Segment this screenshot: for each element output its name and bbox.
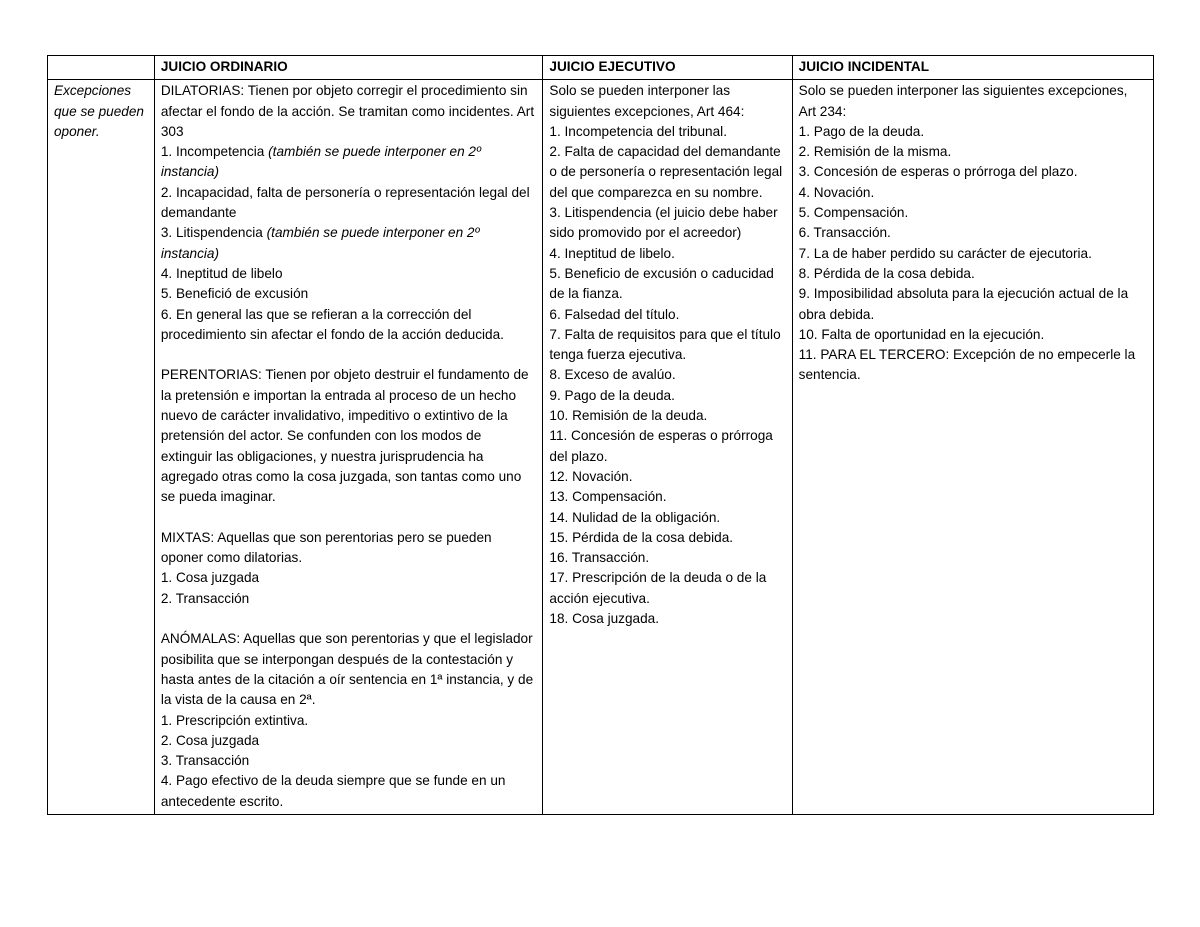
ejecutivo-item: 16. Transacción. <box>549 550 650 566</box>
ejecutivo-item: 17. Prescripción de la deuda o de la acción ejecutiva. <box>549 570 767 606</box>
mixtas-intro: MIXTAS: Aquellas que son perentorias pero se pueden oponer como dilatorias. <box>160 529 492 566</box>
dilatoria-item: 1. Incompetencia (también se puede interponer en 2º instancia) <box>160 144 481 180</box>
incidental-item: 9. Imposibilidad absoluta para la ejecución actual de la obra debida. <box>798 286 1129 322</box>
incidental-item: 2. Remisión de la misma. <box>798 144 952 160</box>
incidental-item: 6. Transacción. <box>798 225 891 241</box>
ejecutivo-item: 4. Ineptitud de libelo. <box>549 245 675 261</box>
mixta-item: 1. Cosa juzgada <box>160 570 260 586</box>
perentorias-paragraph: PERENTORIAS: Tienen por objeto destruir el fundamento de la pretensión e importan la entrada al proceso de un hecho nuevo de carácter invalidativo, impeditivo o extintivo de la pretensión del actor. Se confunden con los modos de extinguir las obligaciones, y nuestra jurisprudencia ha agregado otras como la cosa juzgada, son tantas como uno se pueda imaginar. <box>160 367 529 505</box>
incidental-intro: Solo se pueden interponer las siguientes excepciones, Art 234: <box>798 83 1128 119</box>
cell-ordinario <box>154 80 543 815</box>
anomala-item: 3. Transacción <box>160 753 250 769</box>
cell-ejecutivo <box>543 80 792 815</box>
incidental-item: 8. Pérdida de la cosa debida. <box>798 265 975 281</box>
dilatoria-item: 5. Benefició de excusión <box>160 286 309 302</box>
mixta-item: 2. Transacción <box>160 590 250 606</box>
anomala-item: 2. Cosa juzgada <box>160 732 260 748</box>
anomala-item: 1. Prescripción extintiva. <box>160 712 309 728</box>
incidental-item: 3. Concesión de esperas o prórroga del plazo. <box>798 164 1078 180</box>
ejecutivo-item: 1. Incompetencia del tribunal. <box>549 123 727 139</box>
ejecutivo-item: 5. Beneficio de excusión o caducidad de la fianza. <box>549 265 774 302</box>
spacer <box>161 345 537 365</box>
excepciones-row <box>48 80 1154 815</box>
incidental-item: 5. Compensación. <box>798 205 909 221</box>
incidental-item: 1. Pago de la deuda. <box>798 123 925 139</box>
dilatorias-intro: DILATORIAS: Tienen por objeto corregir el procedimiento sin afectar el fondo de la acción. Se tramitan como incidentes. Art 303 <box>160 83 535 139</box>
anomalas-intro: ANÓMALAS: Aquellas que son perentorias y que el legislador posibilita que se interpongan después de la contestación y hasta antes de la citación a oír sentencia en 1ª instancia, y de la vista de la causa en 2ª. <box>160 631 534 708</box>
ejecutivo-item: 15. Pérdida de la cosa debida. <box>549 529 734 545</box>
header-juicio-ordinario: JUICIO ORDINARIO <box>154 56 543 80</box>
row-label: Excepciones que se pueden oponer. <box>48 80 155 815</box>
ejecutivo-item: 10. Remisión de la deuda. <box>549 408 708 424</box>
ejecutivo-item: 7. Falta de requisitos para que el título tenga fuerza ejecutiva. <box>549 326 781 363</box>
spacer <box>161 609 537 629</box>
dilatoria-item: 2. Incapacidad, falta de personería o representación legal del demandante <box>160 184 530 221</box>
header-empty <box>48 56 155 80</box>
incidental-item: 11. PARA EL TERCERO: Excepción de no empecerle la sentencia. <box>798 347 1136 383</box>
ejecutivo-item: 9. Pago de la deuda. <box>549 387 675 403</box>
incidental-item: 7. La de haber perdido su carácter de ejecutoria. <box>798 245 1092 261</box>
ejecutivo-intro: Solo se pueden interponer las siguientes excepciones, Art 464: <box>549 83 745 119</box>
ejecutivo-item: 11. Concesión de esperas o prórroga del plazo. <box>549 428 773 464</box>
incidental-item: 4. Novación. <box>798 184 875 200</box>
incidental-item: 10. Falta de oportunidad en la ejecución. <box>798 326 1045 342</box>
ejecutivo-item: 2. Falta de capacidad del demandante o de personería o representación legal del que comparezca en su nombre. <box>549 144 783 200</box>
dilatoria-item: 3. Litispendencia (también se puede interponer en 2º instancia) <box>160 225 480 261</box>
dilatoria-item: 6. En general las que se refieran a la corrección del procedimiento sin afectar el fondo de la acción deducida. <box>160 306 504 342</box>
header-juicio-ejecutivo: JUICIO EJECUTIVO <box>543 56 792 80</box>
comparison-table <box>47 55 1154 815</box>
ejecutivo-item: 13. Compensación. <box>549 489 667 505</box>
header-juicio-incidental: JUICIO INCIDENTAL <box>792 56 1153 80</box>
spacer <box>161 508 537 528</box>
ejecutivo-item: 18. Cosa juzgada. <box>549 611 659 627</box>
ejecutivo-item: 12. Novación. <box>549 468 633 484</box>
ejecutivo-item: 6. Falsedad del título. <box>549 306 680 322</box>
anomala-item: 4. Pago efectivo de la deuda siempre que se funde en un antecedente escrito. <box>160 773 506 809</box>
cell-incidental <box>792 80 1153 815</box>
dilatoria-item: 4. Ineptitud de libelo <box>160 265 283 281</box>
ejecutivo-item: 8. Exceso de avalúo. <box>549 367 676 383</box>
header-row <box>48 56 1154 80</box>
ejecutivo-item: 3. Litispendencia (el juicio debe haber sido promovido por el acreedor) <box>549 205 778 241</box>
ejecutivo-item: 14. Nulidad de la obligación. <box>549 509 721 525</box>
